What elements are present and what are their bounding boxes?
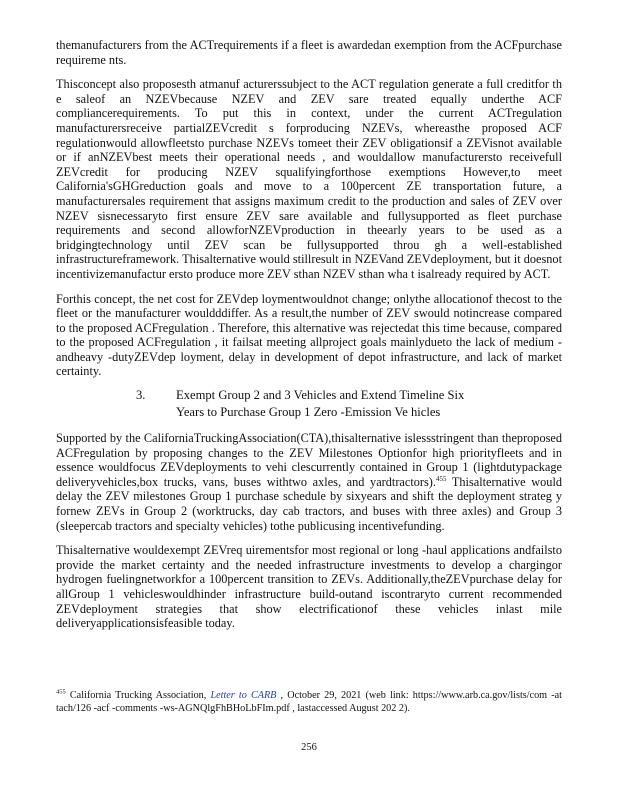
section-heading [56, 387, 562, 421]
document-body [56, 38, 562, 631]
footnote-text-before: California Trucking Association, [65, 690, 211, 701]
paragraph-4 [56, 431, 562, 533]
page-number: 256 [301, 742, 317, 753]
paragraph-5: Thisalternative wouldexempt ZEVreq uirementsfor most regional or long -haul applications andfailsto provide the market certainty and the needed infrastructure investments to develop a chargingor hydrogen fuelingnetworkfor a 100percent transition to ZEVs. Additionally,theZEVpurchase delay for allGroup 1 vehicleswouldhinder infrastructure build-outand iscontraryto current recommended ZEVdeployment strategies that show electrificationof these vehicles inlast mile deliveryapplicationsisfeasible today. [56, 543, 562, 631]
paragraph-2: Thisconcept also proposesth atmanuf acturerssubject to the ACT regulation generate a full creditfor th e saleof an NZEVbecause NZEV and ZEV sare treated equally underthe ACF compliancerequirements. To put this in context, under the current ACTregulation manufacturersreceive partialZEVcredit s forproducing NZEVs, whereasthe proposed ACF regulationwould allowfleetsto purchase NZEVs tomeet their ZEV obligationsif a ZEVisnot available or if anNZEVbest meets their operational needs , and wouldallow manufacturersto receivefull ZEVcredit for producing NZEV squalifyingforthose exemptions However,to meet California'sGHGreduction goals and move to a 100percent ZE transportation future, a manufacturersales requirement that assigns maximum credit to the production and sales of ZEV over NZEV sisnecessaryto first ensure ZEV sare available and fullysupported as fleet purchase requirements and second allowforNZEVproduction in theearly years to be used as a bridgingtechnology until ZEV scan be fullysupported throu gh a well-established infrastructureframework. Thisalternative would stillresult in NZEVand ZEVdeployment, but it doesnot incentivizemanufactur ersto produce more ZEV sthan NZEV sthan wha t isalready required by ACT. [56, 77, 562, 281]
footnote-text-after: , October 29, 2021 (web link: https://www.arb.ca.gov/lists/com -at tach/126 -acf -comments -ws-AGNQlgFhBHoLbFIm.pdf , lastaccessed August 202 2). [56, 690, 562, 714]
paragraph-4-part-1: Supported by the CaliforniaTruckingAssociation(CTA),thisalternative islessstringent than theproposed ACFregulation by proposing changes to the ZEV Milestones Optionfor high priorityfleets and in essence wouldfocus ZEVdeployments to vehi clescurrently contained in Group 1 (lightdutypackage deliveryvehicles,box trucks, vans, buses withtwo axles, and yardtractors). [56, 431, 562, 489]
section-title-line-2: Years to Purchase Group 1 Zero -Emission Ve hicles [176, 405, 441, 420]
paragraph-1: themanufacturers from the ACTrequirements if a fleet is awardedan exemption from the ACFpurchase requireme nts. [56, 38, 562, 67]
footnote-reference[interactable]: 455 [435, 474, 447, 483]
footnote-link[interactable]: Letter to CARB [210, 690, 277, 701]
footnote-mark: 455 [56, 688, 66, 696]
paragraph-4-part-2: Thisalternative would delay the ZEV milestones Group 1 purchase schedule by sixyears and shift the deployment strateg y fornew ZEVs in Group 2 (worktrucks, day cab tractors, and buses with three axles) and Group 3 (sleepercab tractors and specialty vehicles) tothe publicusing incentivefunding. [56, 474, 563, 533]
section-title-line-1: Exempt Group 2 and 3 Vehicles and Extend Timeline Six [176, 388, 465, 403]
footnote [56, 690, 562, 715]
section-number: 3. [136, 388, 146, 403]
paragraph-3: Forthis concept, the net cost for ZEVdep loymentwouldnot change; onlythe allocationof thecost to the fleet or the manufacturer wouldddiffer. As a result,the number of ZEV swould notincrease compared to the proposed ACFregulation . Therefore, this alternative was rejectedat this time because, compared to the proposed ACFregulation , it failsat meeting allproject goals mainlydueto the lack of medium - andheavy -dutyZEVdep loyment, delay in development of depot infrastructure, and lack of market certainty. [56, 291, 562, 379]
